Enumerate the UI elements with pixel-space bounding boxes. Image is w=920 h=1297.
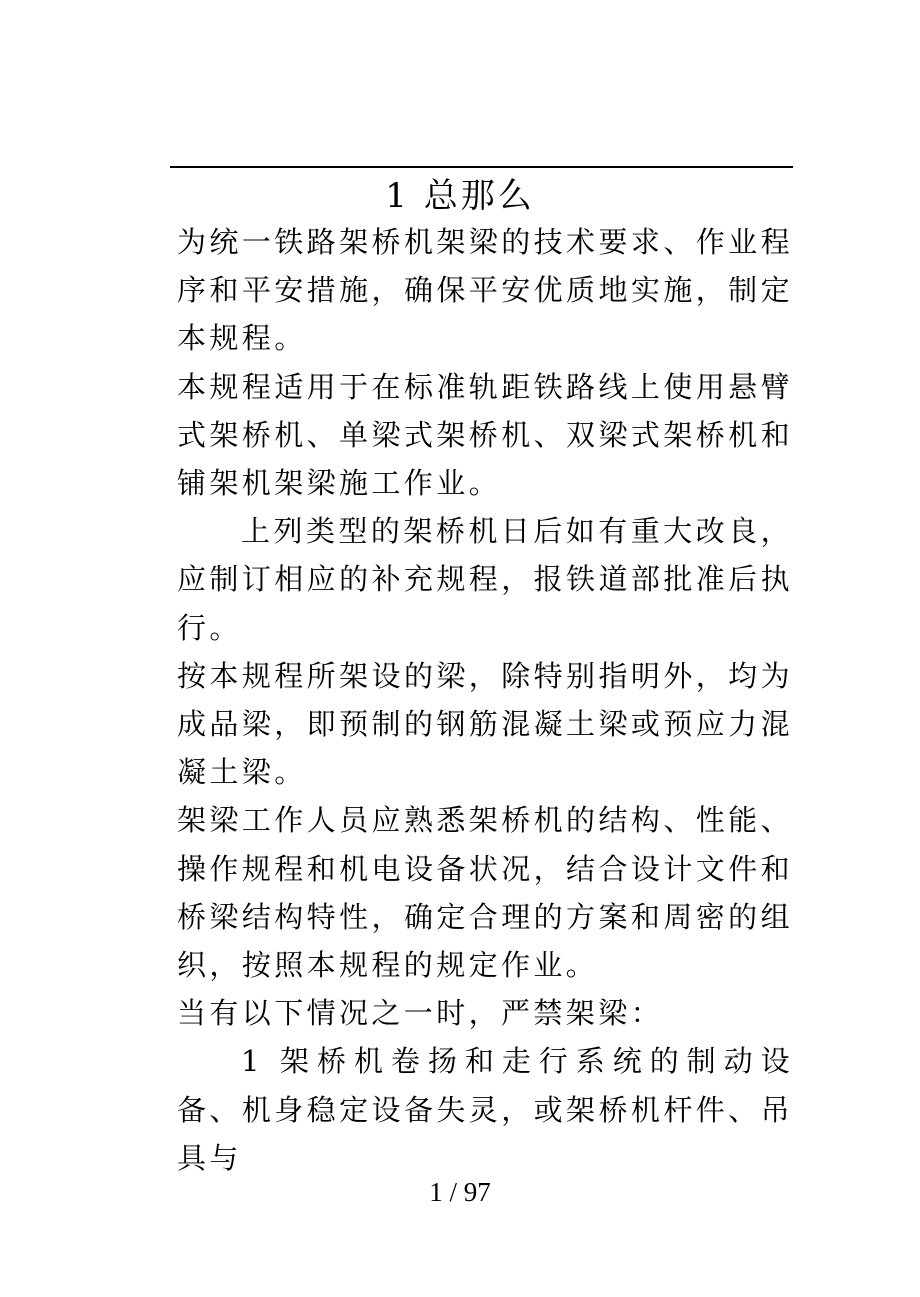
page-number: 1 / 97 xyxy=(429,1177,491,1207)
paragraph-beams: 按本规程所架设的梁，除特别指明外，均为成品梁，即预制的钢筋混凝土梁或预应力混凝土梁。 xyxy=(177,658,793,790)
paragraph-scope: 本规程适用于在标准轨距铁路线上使用悬臂式架桥机、单梁式架桥机、双梁式架桥机和铺架机架梁施工作业。 xyxy=(177,369,793,501)
paragraph-improvements: 上列类型的架桥机日后如有重大改良，应制订相应的补充规程，报铁道部批准后执行。 xyxy=(177,514,793,645)
section-title: 1 总那么 xyxy=(385,176,535,216)
paragraph-item-1: 1 架桥机卷扬和走行系统的制动设备、机身稳定设备失灵，或架桥机杆件、吊具与 xyxy=(177,1044,793,1175)
paragraph-staff: 架梁工作人员应熟悉架桥机的结构、性能、操作规程和机电设备状况，结合设计文件和桥梁结构特性，确定合理的方案和周密的组织，按照本规程的规定作业。 xyxy=(177,803,793,983)
paragraph-prohibition: 当有以下情况之一时，严禁架梁： xyxy=(177,996,664,1031)
body-text xyxy=(177,218,793,1182)
header-rule xyxy=(170,166,793,168)
paragraph-purpose: 为统一铁路架桥机架梁的技术要求、作业程序和平安措施，确保平安优质地实施，制定本规程。 xyxy=(177,225,793,356)
